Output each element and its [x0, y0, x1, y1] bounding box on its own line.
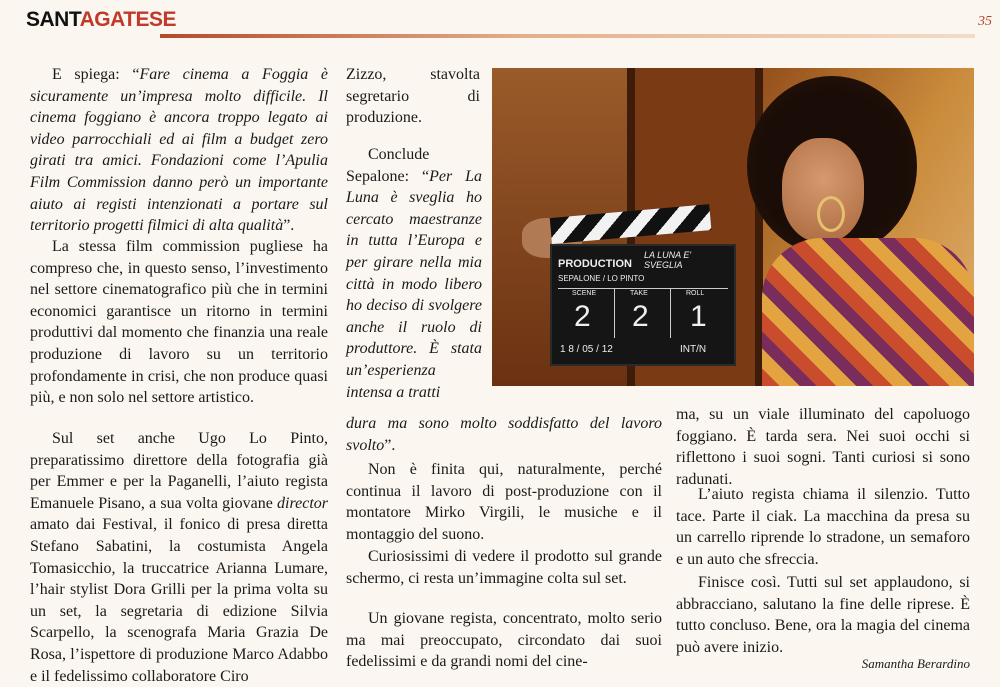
- clap-title: LA LUNA E' SVEGLIA: [644, 250, 692, 270]
- col2-paragraph-4: Curiosissimi di vedere il prodotto sul grande schermo, ci resta un’immagine colta sul set.: [346, 548, 662, 587]
- set-photo: [492, 68, 974, 386]
- clap-scene: 2: [574, 300, 591, 333]
- clap-take-label: TAKE: [630, 290, 648, 297]
- col3-paragraph-1: ma, su un viale illuminato del capoluogo foggiano. È tarda sera. Nei suoi occhi si riflettono i suoi sogni. Tanti curiosi si sono radunati.: [676, 406, 970, 488]
- clap-roll-label: ROLL: [686, 290, 705, 297]
- col3-paragraph-3: Finisce così. Tutti sul set applaudono, si abbracciano, salutano la fine delle riprese. È tutto concluso. Bene, ora la magia del cinema può avere inizio.: [676, 574, 970, 656]
- page-header: [0, 0, 1000, 44]
- magazine-logo: SANTAGATESE: [26, 8, 177, 31]
- clap-director: SEPALONE / LO PINTO: [558, 274, 645, 283]
- col1-paragraph-3: Sul set anche Ugo Lo Pinto, preparatissimo direttore della fotografia già per Emmer e per la Paganelli, l’aiuto regista Emanuele Pisano, a sua volta giovane director amato dai Festival, il fonico di presa diretta Stefano Sabatini, la costumista Angela Tomasicchio, la truccatrice Arianna Lumare, l’hair stylist Dora Grilli per la prima volta su un set, la segretaria di edizione Silvia Scarpello, la scenografa Maria Grazia De Rosa, l’ispettore di produzione Marco Adabbo e il fedelissimo collaboratore Ciro: [30, 430, 328, 685]
- clap-scene-label: SCENE: [572, 290, 597, 297]
- clapperboard: [550, 244, 736, 366]
- col2-paragraph-5: Un giovane regista, concentrato, molto serio ma mai preoccupato, circondato dai suoi fedelissimi e da grandi nomi del cine-: [346, 610, 662, 671]
- clap-roll: 1: [690, 300, 707, 333]
- col1-paragraph-1: E spiega: “Fare cinema a Foggia è sicuramente un’impresa molto difficile. Il cinema foggiano è ancora troppo legato ai video parrocchiali ed ai film a budget zero girati tra amici. Fondazioni come l’Apulia Film Commission danno però un importante aiuto ai registi intenzionati a portare sul territorio progetti filmici di alta qualità”.: [30, 66, 328, 235]
- photo-earring: [817, 196, 845, 232]
- author-byline: Samantha Berardino: [861, 656, 970, 671]
- photo-actress-dress: [762, 238, 974, 386]
- col1-paragraph-2: La stessa film commission pugliese ha compreso che, in questo senso, l’investimento nel settore cinematografico più che in termini economici garantisce un ritorno in termini produttivi dal momento che finanzia una reale produzione di lavoro su un territorio profondamente in crisi, che non produce quasi più, e non solo nel settore artistico.: [30, 238, 328, 407]
- clap-int: INT/N: [680, 344, 707, 355]
- col3-paragraph-2: L’aiuto regista chiama il silenzio. Tutto tace. Parte il ciak. La macchina da presa su un carrello riprende lo stradone, un semaforo e un auto che sfreccia.: [676, 486, 970, 568]
- clap-take: 2: [632, 300, 649, 333]
- page-number: 35: [978, 14, 992, 29]
- clap-production-label: PRODUCTION: [558, 258, 632, 270]
- clap-date: 1 8 / 05 / 12: [560, 344, 613, 355]
- col2-paragraph-1: Zizzo, stavolta segretario di produzione.: [346, 66, 480, 127]
- header-rule: [160, 34, 975, 38]
- col2-paragraph-2-continued: dura ma sono molto soddisfatto del lavoro svolto”.: [346, 415, 662, 454]
- col2-paragraph-2: Conclude Sepalone: “Per La Luna è sveglia ho cercato maestranze in tutta l’Europa e per girare nella mia città in modo libero ho deciso di svolgere anche il ruolo di produttore. È stata un’esperienza intensa a tratti: [346, 146, 482, 401]
- col2-paragraph-3: Non è finita qui, naturalmente, perché continua il lavoro di post-produzione con il montatore Mirko Virgili, le musiche e il montaggio del suono.: [346, 461, 662, 543]
